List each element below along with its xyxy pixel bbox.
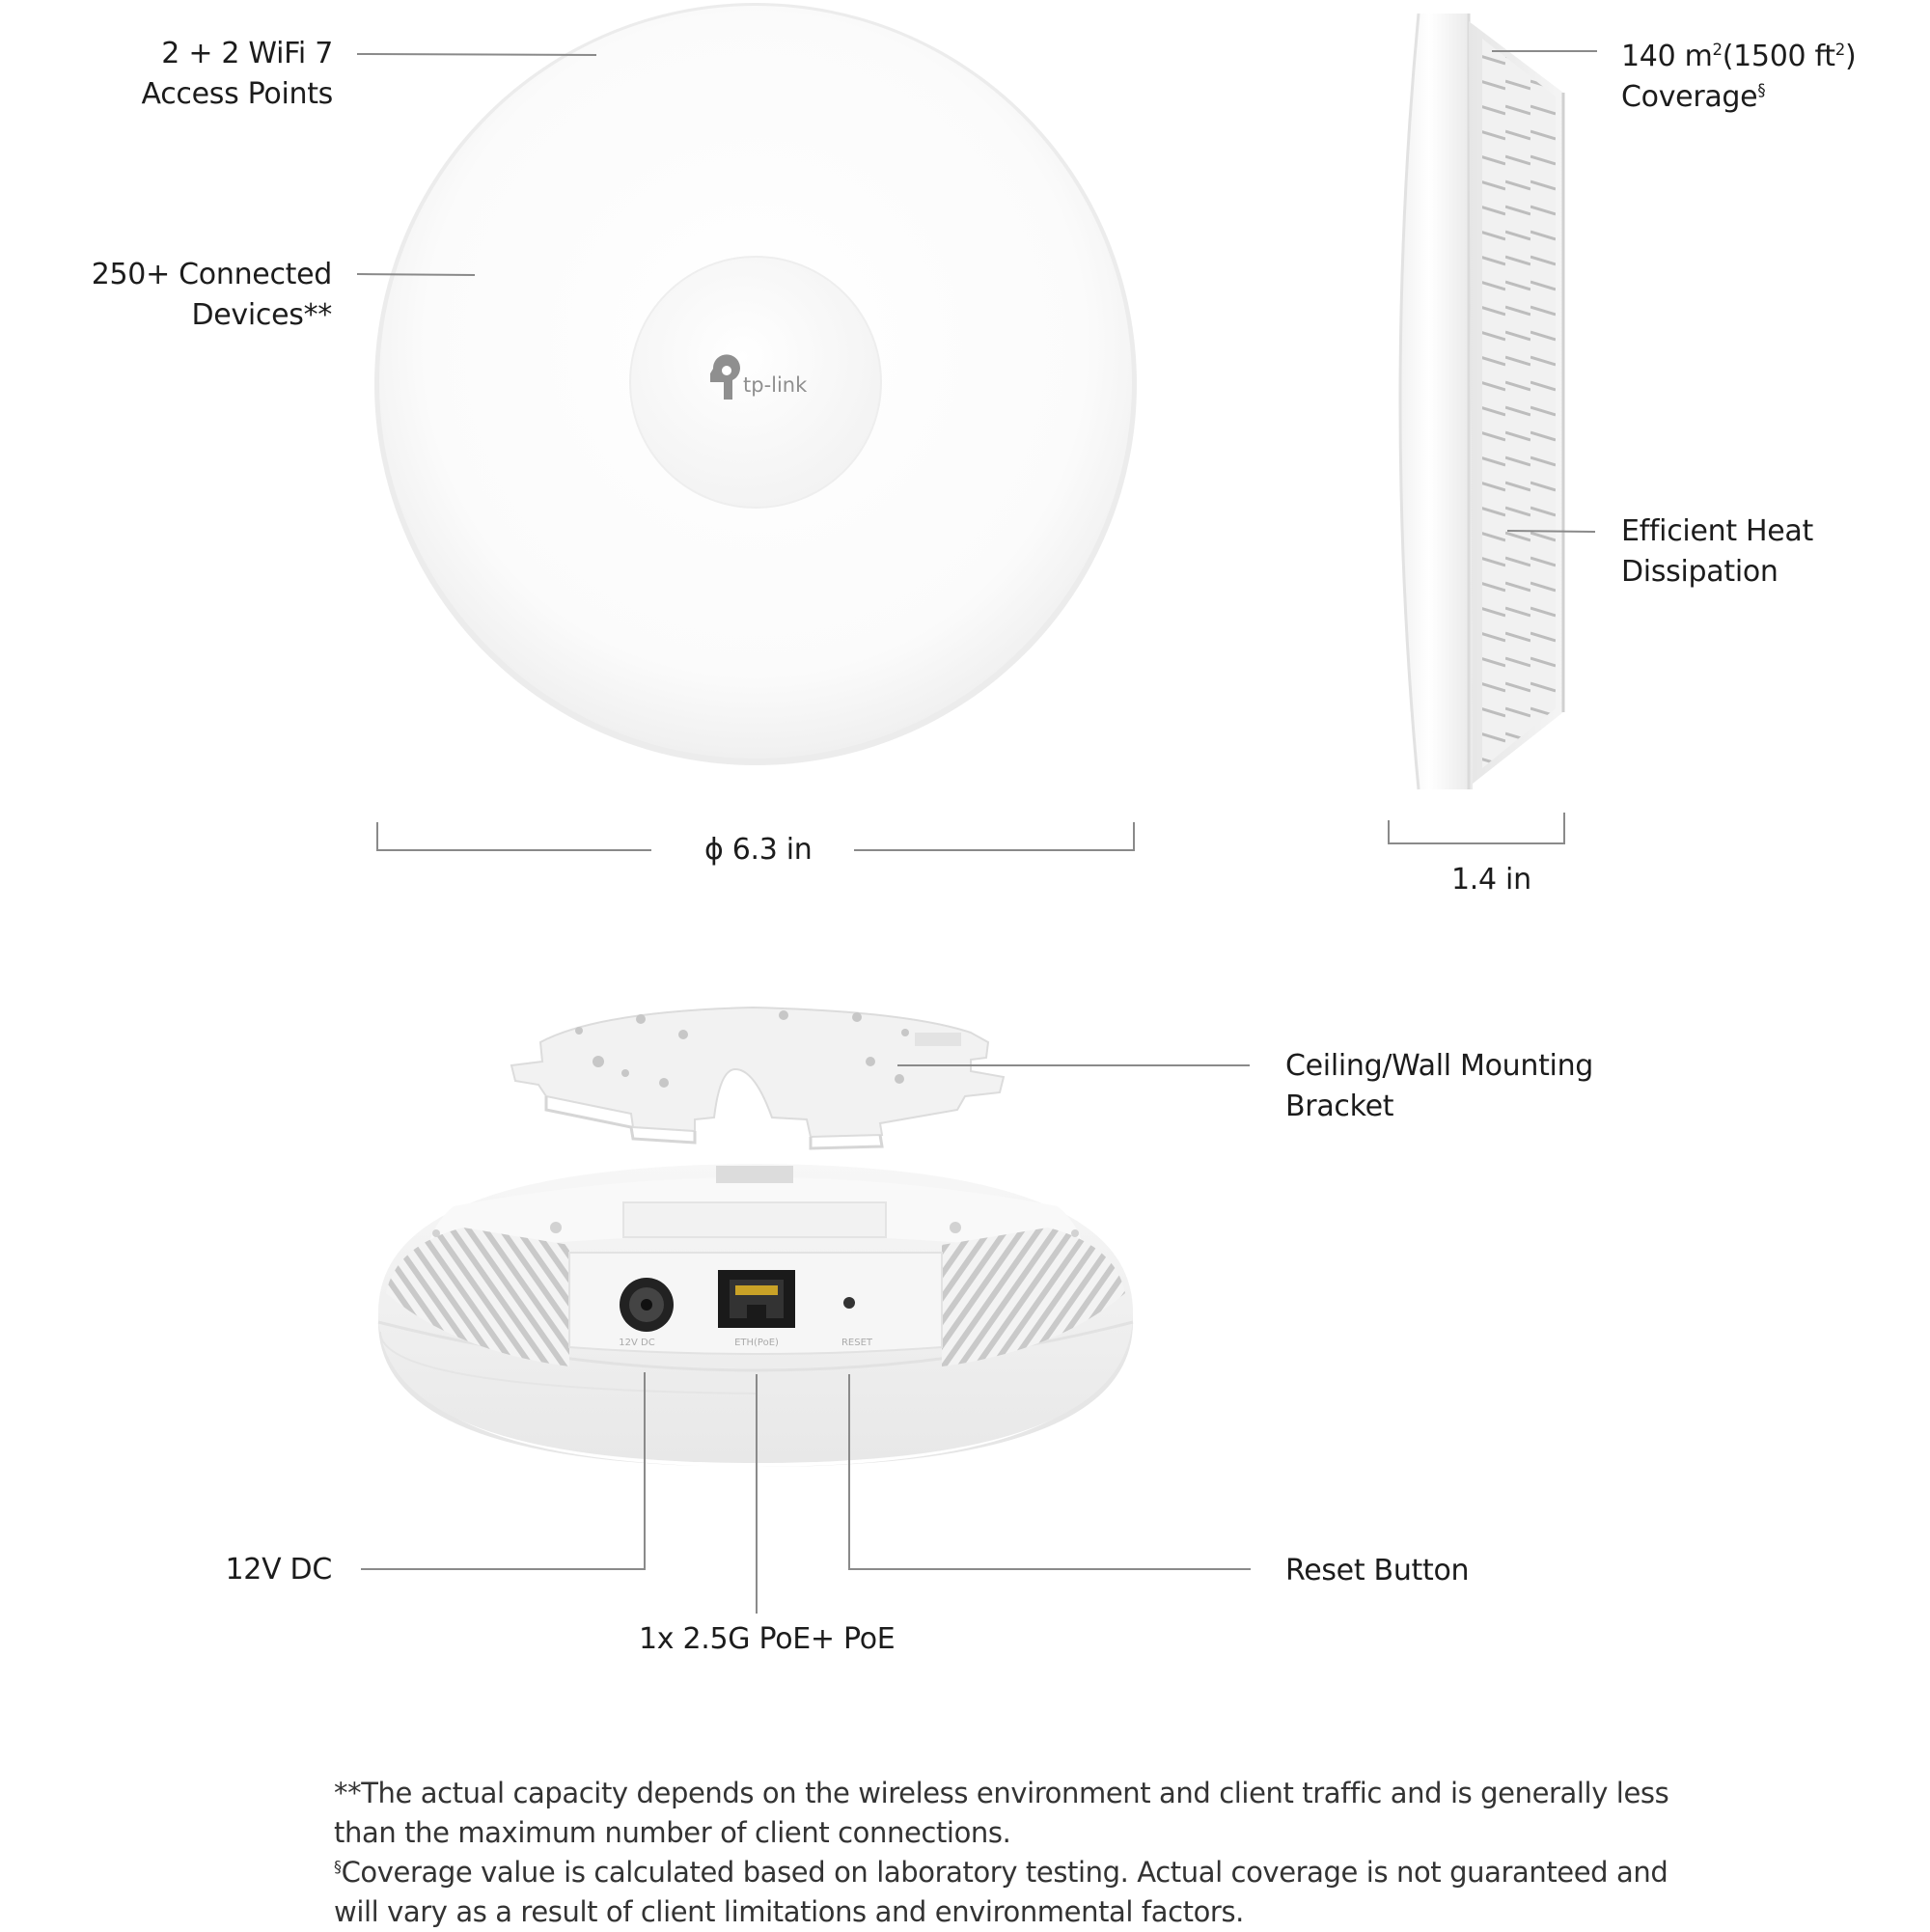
callout-devices: [92, 255, 332, 336]
brand-wordmark: tp-link: [743, 373, 808, 397]
dc-power-port: [620, 1278, 674, 1332]
callout-devices-line2: Devices**: [191, 298, 332, 332]
footnote-coverage-text: Coverage value is calculated based on laboratory testing. Actual coverage is not guaranteed and will vary as a result of client limitations and environmental factors.: [334, 1856, 1668, 1928]
callout-coverage-line2: [1621, 77, 1856, 118]
coverage-metric: 140 m: [1621, 40, 1713, 73]
callout-heat: [1621, 511, 1813, 593]
callout-devices-line1: 250+ Connected: [91, 258, 332, 291]
dimension-diameter-right: [854, 822, 1134, 850]
mounting-bracket-device: [511, 1007, 1004, 1148]
coverage-word: Coverage: [1621, 80, 1758, 114]
dimension-diameter-label: ϕ 6.3 in: [704, 833, 813, 867]
footnote-coverage-mark: §: [334, 1857, 342, 1876]
port-label-eth: ETH(PoE): [734, 1338, 779, 1348]
callout-reset: [1285, 1551, 1469, 1591]
callout-heat-line1: Efficient Heat: [1621, 514, 1813, 548]
footnotes: [334, 1774, 1685, 1932]
callout-dc-line1: 12V DC: [225, 1553, 332, 1587]
footnote-capacity: **The actual capacity depends on the wireless environment and client traffic and is generally less than the maximum number of client connections.: [334, 1777, 1669, 1849]
coverage-footnote-mark: §: [1757, 81, 1766, 99]
port-label-reset: RESET: [841, 1338, 873, 1348]
dimension-diameter-left: [377, 822, 651, 850]
leader-heat: [1507, 531, 1595, 532]
callout-bracket-line1: Ceiling/Wall Mounting: [1285, 1049, 1594, 1083]
coverage-metric-exp: 2: [1712, 41, 1723, 59]
callout-heat-line2: Dissipation: [1621, 555, 1778, 589]
callout-poe: [639, 1619, 895, 1660]
coverage-imperial: (1500 ft: [1722, 40, 1835, 73]
callout-reset-line1: Reset Button: [1285, 1554, 1470, 1587]
coverage-close-paren: ): [1844, 40, 1857, 73]
leader-wifi7: [357, 54, 596, 55]
footnote-coverage: [334, 1853, 1685, 1932]
callout-dc: [226, 1550, 332, 1590]
port-label-dc: 12V DC: [619, 1338, 655, 1348]
callout-coverage-line1: [1621, 37, 1856, 77]
dimension-height-bracket: [1389, 813, 1564, 843]
callout-wifi7-line2: Access Points: [141, 77, 333, 111]
callout-bracket-line2: Bracket: [1285, 1090, 1394, 1123]
callout-coverage: [1621, 37, 1856, 118]
side-view-device: [1400, 14, 1563, 789]
callout-wifi7: [142, 34, 333, 115]
callout-poe-line1: 1x 2.5G PoE+ PoE: [639, 1622, 896, 1656]
leader-devices: [357, 274, 475, 275]
callout-bracket: [1285, 1046, 1593, 1127]
coverage-imperial-exp: 2: [1834, 41, 1845, 59]
reset-pinhole: [843, 1297, 855, 1309]
callout-wifi7-line1: 2 + 2 WiFi 7: [161, 37, 333, 70]
dimension-height-label: 1.4 in: [1451, 863, 1531, 897]
ethernet-port: [718, 1270, 795, 1328]
